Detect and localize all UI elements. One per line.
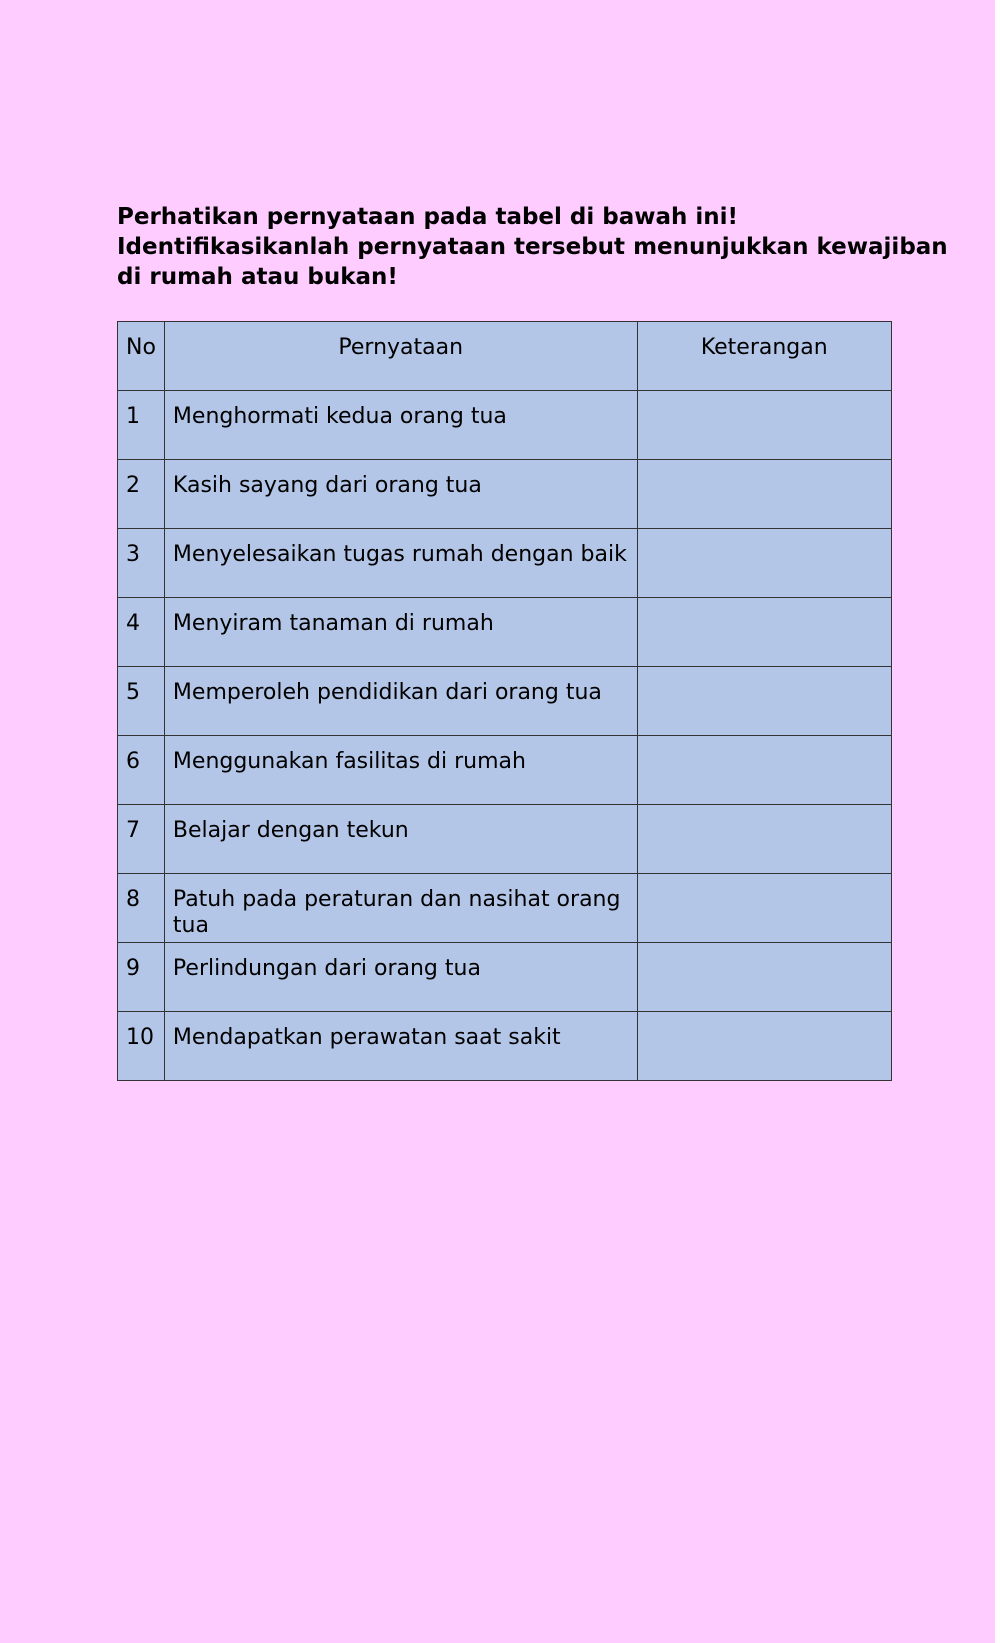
row-number: 10 xyxy=(118,1012,165,1081)
row-statement: Memperoleh pendidikan dari orang tua xyxy=(164,667,637,736)
instructions xyxy=(117,202,948,292)
header-no: No xyxy=(118,322,165,391)
row-remarks-cell[interactable] xyxy=(637,529,891,598)
row-statement: Kasih sayang dari orang tua xyxy=(164,460,637,529)
row-remarks-cell[interactable] xyxy=(637,1012,891,1081)
row-remarks-cell[interactable] xyxy=(637,736,891,805)
row-remarks-cell[interactable] xyxy=(637,805,891,874)
instruction-line-2: Identifikasikanlah pernyataan tersebut menunjukkan kewajiban xyxy=(117,234,948,260)
table-row xyxy=(118,667,892,736)
row-number: 9 xyxy=(118,943,165,1012)
table-row xyxy=(118,1012,892,1081)
statements-table xyxy=(117,321,892,1081)
header-remarks: Keterangan xyxy=(637,322,891,391)
header-statement: Pernyataan xyxy=(164,322,637,391)
instruction-line-1: Perhatikan pernyataan pada tabel di bawah ini! xyxy=(117,204,739,230)
table-row xyxy=(118,874,892,943)
row-remarks-cell[interactable] xyxy=(637,598,891,667)
row-remarks-cell[interactable] xyxy=(637,460,891,529)
row-statement: Mendapatkan perawatan saat sakit xyxy=(164,1012,637,1081)
table-row xyxy=(118,598,892,667)
row-number: 6 xyxy=(118,736,165,805)
instruction-line-3: di rumah atau bukan! xyxy=(117,264,398,290)
row-statement: Menyelesaikan tugas rumah dengan baik xyxy=(164,529,637,598)
table-row xyxy=(118,529,892,598)
row-remarks-cell[interactable] xyxy=(637,667,891,736)
table-row xyxy=(118,736,892,805)
row-statement: Menghormati kedua orang tua xyxy=(164,391,637,460)
row-statement: Patuh pada peraturan dan nasihat orang tua xyxy=(164,874,637,943)
table-row xyxy=(118,943,892,1012)
table-row xyxy=(118,391,892,460)
row-remarks-cell[interactable] xyxy=(637,943,891,1012)
row-number: 4 xyxy=(118,598,165,667)
row-remarks-cell[interactable] xyxy=(637,391,891,460)
row-statement: Belajar dengan tekun xyxy=(164,805,637,874)
row-statement: Perlindungan dari orang tua xyxy=(164,943,637,1012)
table-row xyxy=(118,460,892,529)
row-remarks-cell[interactable] xyxy=(637,874,891,943)
row-number: 3 xyxy=(118,529,165,598)
row-number: 1 xyxy=(118,391,165,460)
table-row xyxy=(118,805,892,874)
row-number: 8 xyxy=(118,874,165,943)
row-statement: Menggunakan fasilitas di rumah xyxy=(164,736,637,805)
row-number: 5 xyxy=(118,667,165,736)
table-header-row xyxy=(118,322,892,391)
row-number: 7 xyxy=(118,805,165,874)
row-statement: Menyiram tanaman di rumah xyxy=(164,598,637,667)
row-number: 2 xyxy=(118,460,165,529)
